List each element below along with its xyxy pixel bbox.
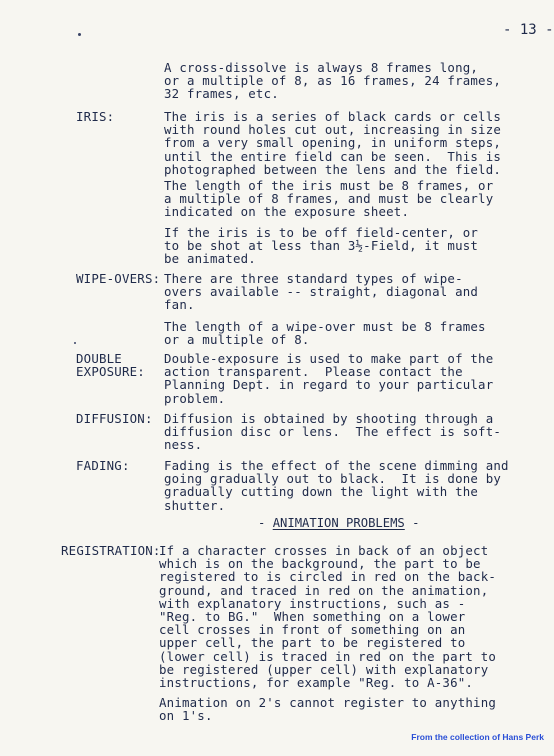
wipe-overs-label: WIPE-OVERS: (76, 271, 161, 286)
wipe-overs-paragraph-1: There are three standard types of wipe- overs available -- straight, diagonal and fan. (164, 271, 479, 313)
paper-mark (74, 342, 76, 344)
section-title (258, 516, 419, 530)
page-number: - 13 - (503, 22, 554, 38)
iris-paragraph-2: The length of the iris must be 8 frames, or a multiple of 8 frames, and must be clearly indicated on the exposure sheet. (164, 178, 494, 220)
collection-credit: From the collection of Hans Perk (411, 732, 544, 742)
wipe-overs-paragraph-2: The length of a wipe-over must be 8 frames or a multiple of 8. (164, 319, 486, 348)
iris-paragraph-1: The iris is a series of black cards or cells with round holes cut out, increasing in size from a very small opening, in uniform steps, until the entire field can be seen. This is photographed between the lens and the field. (164, 109, 502, 177)
double-exposure-paragraph: Double-exposure is used to make part of the action transparent. Please contact the Planning Dept. in regard to your particular problem. (164, 351, 494, 406)
iris-label: IRIS: (76, 109, 115, 124)
double-exposure-label: DOUBLE EXPOSURE: (76, 351, 145, 380)
diffusion-label: DIFFUSION: (76, 411, 153, 426)
diffusion-paragraph: Diffusion is obtained by shooting through a diffusion disc or lens. The effect is soft- ness. (164, 411, 502, 453)
crossdissolve-paragraph: A cross-dissolve is always 8 frames long, or a multiple of 8, as 16 frames, 24 frames, 32 frames, etc. (164, 60, 502, 102)
iris-paragraph-3: If the iris is to be off field-center, or to be shot at less than 3½-Field, it must be animated. (164, 225, 479, 267)
section-title-text: ANIMATION PROBLEMS (272, 516, 405, 530)
registration-paragraph: If a character crosses in back of an object which is on the background, the part to be registered to is circled in red on the back- ground, and traced in red on the animation, with explanatory instructions, such as - "Reg. to BG." When something on a lower cell crosses in front of something on an upper cell, the part to be registered to (lower cell) is traced in red on the part to be registered (upper cell) with explanatory instructions, for example "Reg. to A-36". (159, 543, 497, 691)
registration-label: REGISTRATION: (61, 543, 161, 558)
section-title-dash-left: - (258, 516, 273, 530)
fading-paragraph: Fading is the effect of the scene dimming and going gradually out to black. It is done by gradually cutting down the light with the shutter. (164, 458, 509, 513)
animation-2s-paragraph: Animation on 2's cannot register to anything on 1's. (159, 695, 497, 724)
section-title-dash-right: - (404, 516, 420, 530)
fading-label: FADING: (76, 458, 130, 473)
paper-mark (78, 33, 81, 36)
